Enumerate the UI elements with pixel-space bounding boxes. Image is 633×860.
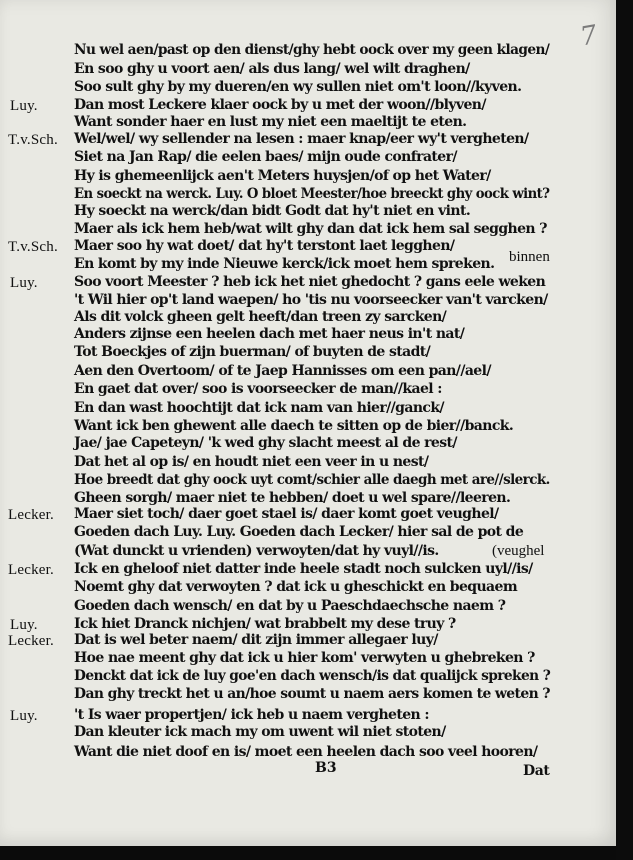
- verse-text: Als dit volck gheen gelt heeft/dan treen zy sarcken/: [74, 309, 447, 325]
- text-line: [0, 221, 560, 238]
- text-line: [0, 561, 560, 578]
- verse-text: Siet na Jan Rap/ die eelen baes/ mijn oude confrater/: [74, 149, 457, 165]
- verse-text: Jae/ jae Capeteyn/ 'k wed ghy slacht meest al de rest/: [74, 435, 457, 451]
- speaker-label: T.v.Sch.: [8, 132, 58, 148]
- text-line: [0, 472, 560, 489]
- verse-text: Hoe breedt dat ghy oock uyt comt/schier alle daegh met are//slerck.: [74, 472, 550, 488]
- verse-text: En gaet dat over/ soo is voorseecker de man//kael :: [74, 381, 442, 397]
- text-line: [0, 435, 560, 452]
- speaker-label: Lecker.: [8, 633, 54, 649]
- text-line: [0, 344, 560, 361]
- text-line: [0, 632, 560, 649]
- text-line: [0, 256, 560, 273]
- text-line: [0, 506, 560, 523]
- verse-text: Dan most Leckere klaer oock by u met der woon//blyven/: [74, 97, 486, 113]
- verse-text: Soo sult ghy by my dueren/en wy sullen niet om't loon//kyven.: [74, 79, 522, 95]
- verse-text: Hoe nae meent ghy dat ick u hier kom' verwyten u ghebreken ?: [74, 650, 535, 666]
- text-line: [0, 490, 560, 507]
- text-line: [0, 292, 560, 309]
- text-line: [0, 598, 560, 615]
- verse-text: 't Is waer propertjen/ ick heb u naem vergheten :: [74, 707, 429, 723]
- verse-text: (Wat dunckt u vrienden) verwoyten/dat hy vuyl//is.: [74, 543, 439, 559]
- verse-text: En soeckt na werck. Luy. O bloet Meester/hoe breeckt ghy oock wint?: [74, 186, 550, 202]
- speaker-label: Luy.: [10, 708, 38, 724]
- verse-text: Soo voort Meester ? heb ick het niet ghedocht ? gans eele weken: [74, 274, 546, 290]
- text-line: [0, 203, 560, 220]
- text-line: [0, 326, 560, 343]
- text-line: [0, 309, 560, 326]
- verse-text: En komt by my inde Nieuwe kerck/ick moet hem spreken.: [74, 256, 495, 272]
- text-line: [0, 186, 560, 203]
- verse-text: En dan wast hoochtijt dat ick nam van hier//ganck/: [74, 400, 444, 416]
- text-line: [0, 42, 560, 59]
- text-line: [0, 616, 560, 633]
- text-line: [0, 79, 560, 96]
- verse-text: Dat het al op is/ en houdt niet een veer in u nest/: [74, 454, 429, 470]
- text-line: [0, 524, 560, 541]
- speaker-label: Luy.: [10, 275, 38, 291]
- speaker-label: Lecker.: [8, 562, 54, 578]
- text-line: [0, 97, 560, 114]
- text-line: [0, 579, 560, 596]
- page-edge-shadow: [616, 0, 633, 860]
- verse-text: Goeden dach wensch/ en dat by u Paeschdaechsche naem ?: [74, 598, 506, 614]
- speaker-label: T.v.Sch.: [8, 239, 58, 255]
- verse-text: Wel/wel/ wy sellender na lesen : maer knap/eer wy't vergheten/: [74, 131, 529, 147]
- speaker-label: Lecker.: [8, 507, 54, 523]
- text-line: [0, 131, 560, 148]
- catchword: Dat: [523, 763, 550, 779]
- text-line: [0, 274, 560, 291]
- signature-mark: B3: [315, 760, 337, 776]
- text-line: [0, 418, 560, 435]
- verse-text: Dan ghy treckt het u an/hoe soumt u naem aers komen te weten ?: [74, 686, 550, 702]
- verse-text: Want sonder haer en lust my niet een maeltijt te eten.: [74, 114, 467, 130]
- verse-text: Ick en gheloof niet datter inde heele stadt noch sulcken uyl//is/: [74, 561, 533, 577]
- verse-text: Dan kleuter ick mach my om uwent wil niet stoten/: [74, 724, 446, 740]
- verse-text: Hy soeckt na werck/dan bidt Godt dat hy't niet en vint.: [74, 203, 471, 219]
- text-line: [0, 668, 560, 685]
- text-line: [0, 686, 560, 703]
- verse-text: En soo ghy u voort aen/ als dus lang/ wel wilt draghen/: [74, 61, 470, 77]
- text-line: [0, 454, 560, 471]
- text-line: [0, 363, 560, 380]
- verse-text: Nu wel aen/past op den dienst/ghy hebt oock over my geen klagen/: [74, 42, 550, 58]
- verse-text: Dat is wel beter naem/ dit zijn immer allegaer luy/: [74, 632, 438, 648]
- verse-text: Tot Boeckjes of zijn buerman/ of buyten de stadt/: [74, 344, 431, 360]
- folio-number: 7: [578, 20, 600, 53]
- verse-text: Noemt ghy dat verwoyten ? dat ick u gheschickt en bequaem: [74, 579, 518, 595]
- verse-text: 't Wil hier op't land waepen/ ho 'tis nu voorseecker van't varcken/: [74, 292, 548, 308]
- text-line: [0, 724, 560, 741]
- side-note-binnen: binnen: [509, 249, 550, 265]
- text-line: [0, 168, 560, 185]
- speaker-label: Luy.: [10, 617, 38, 633]
- verse-text: Want die niet doof en is/ moet een heelen dach soo veel hooren/: [74, 744, 538, 760]
- verse-text: Anders zijnse een heelen dach met haer neus in't nat/: [74, 326, 465, 342]
- text-line: [0, 381, 560, 398]
- speaker-label: Luy.: [10, 98, 38, 114]
- verse-text: Hy is ghemeenlijck aen't Meters huysjen/of op het Water/: [74, 168, 491, 184]
- verse-text: Maer als ick hem heb/wat wilt ghy dan dat ick hem sal segghen ?: [74, 221, 547, 237]
- text-line: [0, 744, 560, 761]
- verse-text: Aen den Overtoom/ of te Jaep Hannisses om een pan//ael/: [74, 363, 491, 379]
- text-line: [0, 238, 560, 255]
- text-line: [0, 650, 560, 667]
- text-line: [0, 707, 560, 724]
- text-line: [0, 114, 560, 131]
- verse-text: Maer soo hy wat doet/ dat hy't terstont laet legghen/: [74, 238, 455, 254]
- verse-text: Ick hiet Dranck nichjen/ wat brabbelt my dese truy ?: [74, 616, 456, 632]
- text-line: [0, 400, 560, 417]
- verse-text: Denckt dat ick de luy goe'en dach wensch/is dat qualijck spreken ?: [74, 668, 551, 684]
- text-line: [0, 543, 560, 560]
- verse-text: Want ick ben ghewent alle daech te sitten op de bier//banck.: [74, 418, 514, 434]
- verse-text: Gheen sorgh/ maer niet te hebben/ doet u wel spare//leeren.: [74, 490, 511, 506]
- verse-text: Maer siet toch/ daer goet stael is/ daer komt goet veughel/: [74, 506, 499, 522]
- text-line: [0, 61, 560, 78]
- verse-text: Goeden dach Luy. Luy. Goeden dach Lecker/ hier sal de pot de: [74, 524, 524, 540]
- side-note-veughel: (veughel: [492, 543, 545, 559]
- text-line: [0, 149, 560, 166]
